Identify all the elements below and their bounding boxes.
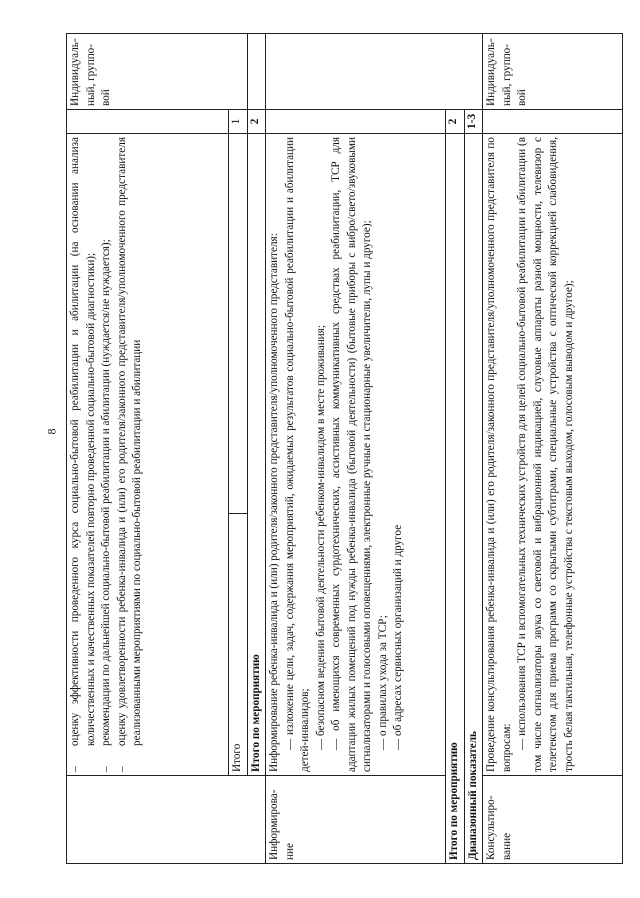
dash-marker: — <box>392 738 404 750</box>
list-item <box>68 137 99 772</box>
table-row <box>266 34 446 864</box>
list-item-text: об адресах сервисных организаций и другое <box>392 524 404 737</box>
services-table <box>66 33 623 864</box>
list-item <box>515 137 577 772</box>
form-cell: Индивидуаль-ный, группо-вой <box>483 34 623 110</box>
hours-cell <box>266 110 446 134</box>
itogo-label: Итого <box>229 514 248 776</box>
table-row <box>247 34 266 864</box>
dash-marker: — <box>330 738 342 750</box>
dash-marker: – <box>115 766 128 772</box>
itogo-value: 1 <box>229 110 248 134</box>
table-row <box>229 34 248 864</box>
dash-marker: — <box>283 738 296 750</box>
content-cell <box>266 134 446 776</box>
hours-cell <box>483 110 623 134</box>
list-item-text: о правилах ухода за ТСР; <box>376 615 389 737</box>
list-item <box>283 137 314 772</box>
table-row <box>483 34 623 864</box>
content-cell <box>67 134 229 776</box>
empty-cell <box>247 34 266 110</box>
list-item-text: рекомендации по дальнейшей социально-бытовой реабилитации и абилитации (нуждается/не нуждается); <box>100 239 112 746</box>
event-name-cell: Информирова-ние <box>266 776 446 864</box>
list-item <box>329 137 376 772</box>
dash-marker: – <box>69 766 81 772</box>
hours-cell <box>67 110 229 134</box>
itogo-meropriyatie-label: Итого по мероприятию <box>446 134 465 864</box>
table-row <box>464 34 483 864</box>
dash-marker: — <box>516 738 528 750</box>
itogo-meropriyatie-label: Итого по мероприятию <box>247 134 266 776</box>
itogo-meropriyatie-value: 2 <box>247 110 266 134</box>
range-indicator-value: 1-3 <box>464 110 483 134</box>
list-item-text: использования ТСР и вспомогательных технических устройств для целей социально-бытовой реабилитации и абилитации (в том числе сигнализаторы звука со световой и вибрационной индикацией, слуховые аппараты разной мощности, телевизор с телетекстом для приема программ со скрытыми субтитрами, специальные устройства с оптической коррекцией слабовидения, трость белая тактильная, телефонные устройства с текстовым выходом, голосовым выводом и другое); <box>516 136 575 772</box>
itogo-meropriyatie-value: 2 <box>446 110 465 134</box>
list-item <box>391 137 407 772</box>
table-row <box>446 34 465 864</box>
content-cell <box>483 134 623 776</box>
dash-marker: – <box>100 766 112 772</box>
itogo-spacer <box>229 134 248 514</box>
event-name-cell <box>67 776 266 864</box>
list-item <box>314 137 330 772</box>
intro-text: Проведение консультирования ребенка-инвалида и (или) его родителя/законного представителя/уполномоченного представителя по вопросам: <box>485 137 513 772</box>
rotated-table-container <box>66 34 636 864</box>
form-cell <box>266 34 483 110</box>
page-number: 8 <box>44 428 59 435</box>
list-item-text: изложение цели, задач, содержания мероприятий, ожидаемых результатов социально-бытовой реабилитации и абилитации детей-инвалидов; <box>283 137 311 772</box>
list-item-text: безопасном ведении бытовой деятельности ребенком-инвалидом в месте проживания; <box>314 325 327 737</box>
event-name-cell: Консультиро-вание <box>483 776 623 864</box>
dash-marker: — <box>314 738 327 750</box>
list-item <box>115 137 146 772</box>
list-item-text: об имеющихся современных сурдотехнических, ассистивных коммуникативных средствах реабилитации, ТСР для адаптации жилых помещений под нужды ребенка-инвалида (бытовой деятельности) (бытовые приборы с вибро/свето/звуковыми сигнализаторами и голосовыми оповещениями, электронные ручные и стационарные увеличители, лупы и другое); <box>330 137 373 772</box>
list-item <box>99 137 115 772</box>
list-item-text: оценку эффективности проведенного курса социально-бытовой реабилитации и абилитации (на основании анализа количественных и качественных показателей повторно проведенной социально-бытовой диагностики); <box>69 137 97 746</box>
table-row <box>67 34 229 864</box>
range-indicator-label: Диапазонный показатель <box>464 134 483 864</box>
list-item-text: оценку удовлетворенности ребенка-инвалида и (или) его родителя/законного представителя/уполномоченного представителя реализованными мероприятиями по социально-бытовой реабилитации и абилитации <box>115 137 143 746</box>
form-cell: Индивидуаль-ный, группо-вой <box>67 34 248 110</box>
list-item <box>376 137 392 772</box>
dash-marker: — <box>376 738 389 750</box>
intro-text: Информирование ребенка-инвалида и (или) родителя/законного представителя/уполномоченного представителя: <box>268 233 280 772</box>
